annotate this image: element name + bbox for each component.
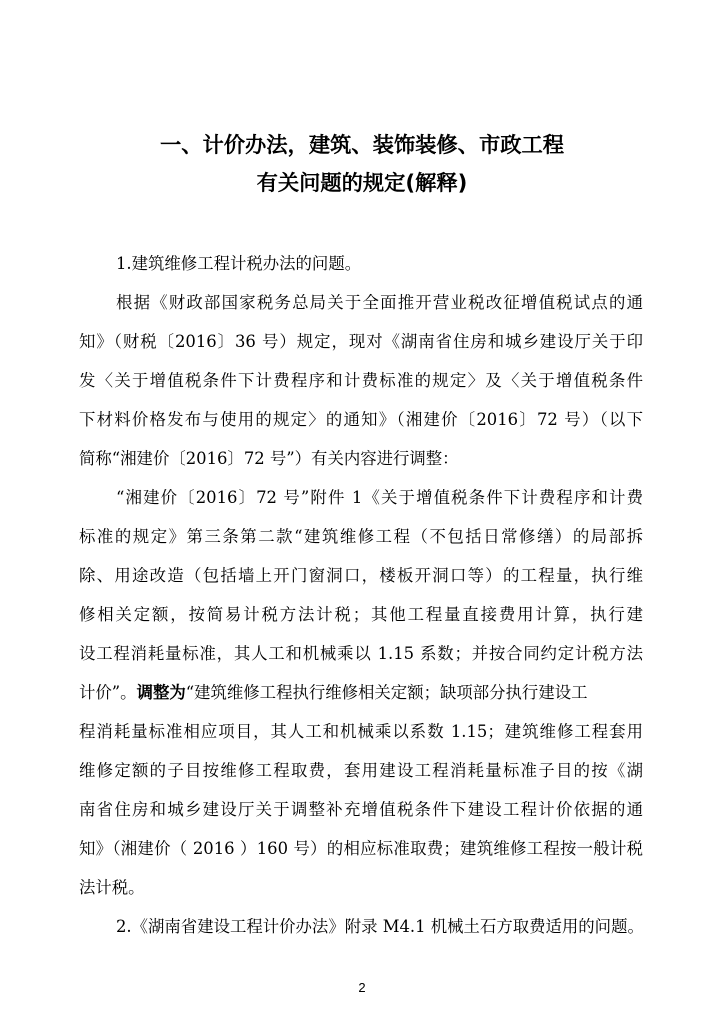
paragraph-line: 除、用途改造（包括墙上开门窗洞口，楼板开洞口等）的工程量，执行维	[79, 566, 643, 585]
paragraph-line: “湘建价〔2016〕72 号”附件 1《关于增值税条件下计费程序和计费	[116, 488, 643, 507]
paragraph-line: 下材料价格发布与使用的规定〉的通知》（湘建价〔2016〕72 号）（以下	[79, 410, 643, 429]
paragraph-line: 根据《财政部国家税务总局关于全面推开营业税改征增值税试点的通	[116, 293, 643, 312]
document-title-line-2: 有关问题的规定(解释)	[256, 171, 468, 196]
paragraph-line: 设工程消耗量标准，其人工和机械乘以 1.15 系数；并按合同约定计税方法	[79, 644, 643, 663]
paragraph-line: 南省住房和城乡建设厅关于调整补充增值税条件下建设工程计价依据的通	[79, 800, 643, 819]
paragraph-line-with-emphasis	[79, 685, 643, 701]
paragraph-line: 知》（财税〔2016〕36 号）规定，现对《湖南省住房和城乡建设厅关于印	[79, 332, 643, 351]
paragraph-line: 简称“湘建价〔2016〕72 号”）有关内容进行调整：	[79, 449, 459, 468]
paragraph-line: 修相关定额，按简易计税方法计税；其他工程量直接费用计算，执行建	[79, 605, 643, 624]
section-2-heading: 2.《湖南省建设工程计价办法》附录 M4.1 机械土石方取费适用的问题。	[116, 917, 644, 936]
paragraph-line: 发〈关于增值税条件下计费程序和计费标准的规定〉及〈关于增值税条件	[79, 371, 643, 390]
paragraph-line: 知》（湘建价（ 2016 ）160 号）的相应标准取费；建筑维修工程按一般计税	[79, 839, 643, 858]
paragraph-line: 标准的规定》第三条第二款“建筑维修工程（不包括日常修缮）的局部拆	[79, 527, 643, 546]
paragraph-line: 程消耗量标准相应项目，其人工和机械乘以系数 1.15；建筑维修工程套用	[79, 722, 643, 741]
document-title-line-1: 一、计价办法，建筑、装饰装修、市政工程	[159, 133, 565, 158]
section-1-heading: 1.建筑维修工程计税办法的问题。	[116, 254, 362, 273]
text-run: 计价”。	[79, 683, 137, 702]
paragraph-line: 维修定额的子目按维修工程取费，套用建设工程消耗量标准子目的按《湖	[79, 761, 643, 780]
text-run: “建筑维修工程执行维修相关定额；缺项部分执行建设工	[185, 683, 588, 702]
page-number: 2	[358, 980, 366, 995]
paragraph-line: 法计税。	[79, 878, 145, 897]
bold-emphasis: 调整为	[136, 683, 186, 702]
